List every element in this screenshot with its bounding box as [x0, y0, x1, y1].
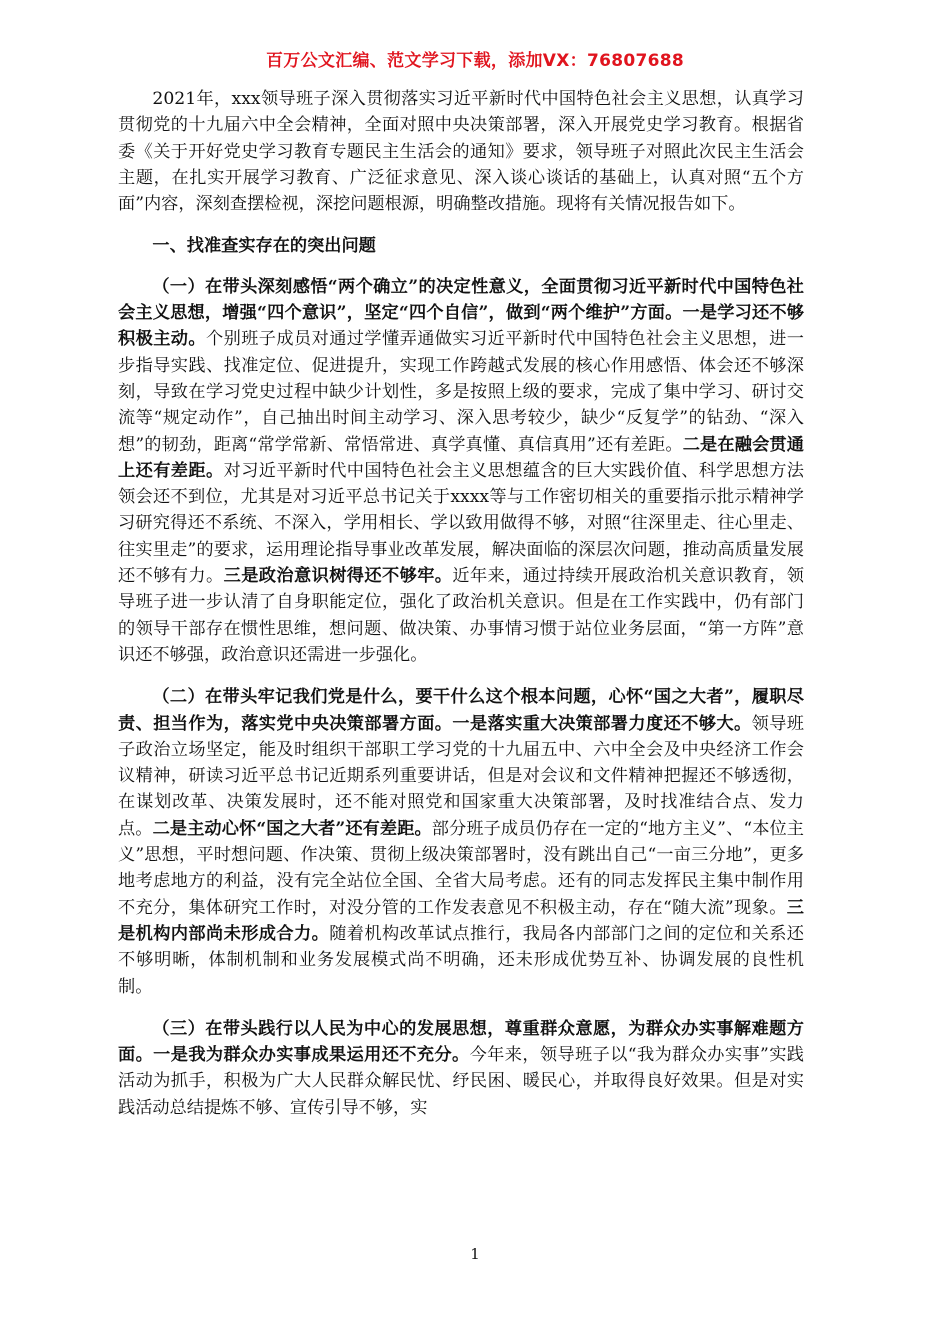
bold-text-segment: 三是机构内部尚未形成合力。 — [118, 897, 804, 944]
page-number: 1 — [470, 1245, 480, 1263]
body-paragraph — [118, 274, 804, 668]
bold-text-segment: （三）在带头践行以人民为中心的发展思想，尊重群众意愿，为群众办实事解难题方面。一是我为群众办实事成果运用还不充分。 — [118, 1018, 804, 1066]
page-header-banner: 百万公文汇编、范文学习下载，添加VX：76807688 — [266, 51, 684, 71]
document-body — [118, 86, 804, 1137]
section-heading — [118, 233, 804, 259]
text-segment: 2021年，xxx领导班子深入贯彻落实习近平新时代中国特色社会主义思想，认真学习贯彻党的十九届六中全会精神，全面对照中央决策部署，深入开展党史学习教育。根据省委《关于开好党史学习教育专题民主生活会的通知》要求，领导班子对照此次民主生活会主题，在扎实开展学习教育、广泛征求意见、深入谈心谈话的基础上，认真对照“五个方面”内容，深刻查摆检视，深挖问题根源，明确整改措施。现将有关情况报告如下。 — [118, 89, 804, 215]
body-paragraph — [118, 86, 804, 217]
text-segment: 随着机构改革试点推行，我局各内部部门之间的定位和关系还不够明晰，体制机制和业务发展模式尚不明确，还未形成优势互补、协调发展的良性机制。 — [118, 923, 804, 997]
bold-text-segment: 二是在融会贯通上还有差距。 — [118, 434, 804, 481]
text-segment: 近年来，通过持续开展政治机关意识教育，领导班子进一步认清了自身职能定位，强化了政治机关意识。但是在工作实践中，仍有部门的领导干部存在惯性思维，想问题、做决策、办事情习惯于站位业务层面，“第一方阵”意识还不够强，政治意识还需进一步强化。 — [118, 566, 804, 665]
body-paragraph — [118, 1016, 804, 1121]
bold-text-segment: 二是主动心怀“国之大者”还有差距。 — [152, 818, 432, 839]
text-segment: 今年来，领导班子以“我为群众办实事”实践活动为抓手，积极为广大人民群众解民忧、纾民困、暖民心，并取得良好效果。但是对实践活动总结提炼不够、宣传引导不够，实 — [118, 1045, 804, 1118]
text-segment: 对习近平新时代中国特色社会主义思想蕴含的巨大实践价值、科学思想方法领会还不到位，尤其是对习近平总书记关于xxxx等与工作密切相关的重要指示批示精神学习研究得还不系统、不深入，学用相长、学以致用做得不够，对照“往深里走、往心里走、往实里走”的要求，运用理论指导事业改革发展，解决面临的深层次问题，推动高质量发展还不够有力。 — [118, 460, 804, 587]
text-segment: 部分班子成员仍存在一定的“地方主义”、“本位主义”思想，平时想问题、作决策、贯彻上级决策部署时，没有跳出自己“一亩三分地”，更多地考虑地方的利益，没有完全站位全国、全省大局考虑。还有的同志发挥民主集中制作用不充分，集体研究工作时，对没分管的工作发表意见不积极主动，存在“随大流”现象。 — [118, 818, 804, 918]
bold-text-segment: 三是政治意识树得还不够牢。 — [223, 566, 453, 587]
body-paragraph — [118, 684, 804, 1000]
bold-text-segment: （一）在带头深刻感悟“两个确立”的决定性意义，全面贯彻习近平新时代中国特色社会主义思想，增强“四个意识”，坚定“四个自信”，做到“两个维护”方面。一是学习还不够积极主动。 — [118, 276, 804, 350]
bold-text-segment: （二）在带头牢记我们党是什么，要干什么这个根本问题，心怀“国之大者”，履职尽责、担当作为，落实党中央决策部署方面。一是落实重大决策部署力度还不够大。 — [118, 687, 804, 734]
bold-text-segment: 一、找准查实存在的突出问题 — [152, 236, 376, 257]
text-segment: 个别班子成员对通过学懂弄通做实习近平新时代中国特色社会主义思想，进一步指导实践、找准定位、促进提升，实现工作跨越式发展的核心作用感悟、体会还不够深刻，导致在学习党史过程中缺少计划性，多是按照上级的要求，完成了集中学习、研讨交流等“规定动作”，自己抽出时间主动学习、深入思考较少，缺少“反复学”的钻劲、“深入想”的韧劲，距离“常学常新、常悟常进、真学真懂、真信真用”还有差距。 — [118, 329, 804, 455]
text-segment: 领导班子政治立场坚定，能及时组织干部职工学习党的十九届五中、六中全会及中央经济工作会议精神，研读习近平总书记近期系列重要讲话，但是对会议和文件精神把握还不够透彻，在谋划改革、决策发展时，还不能对照党和国家重大决策部署，及时找准结合点、发力点。 — [118, 713, 804, 839]
